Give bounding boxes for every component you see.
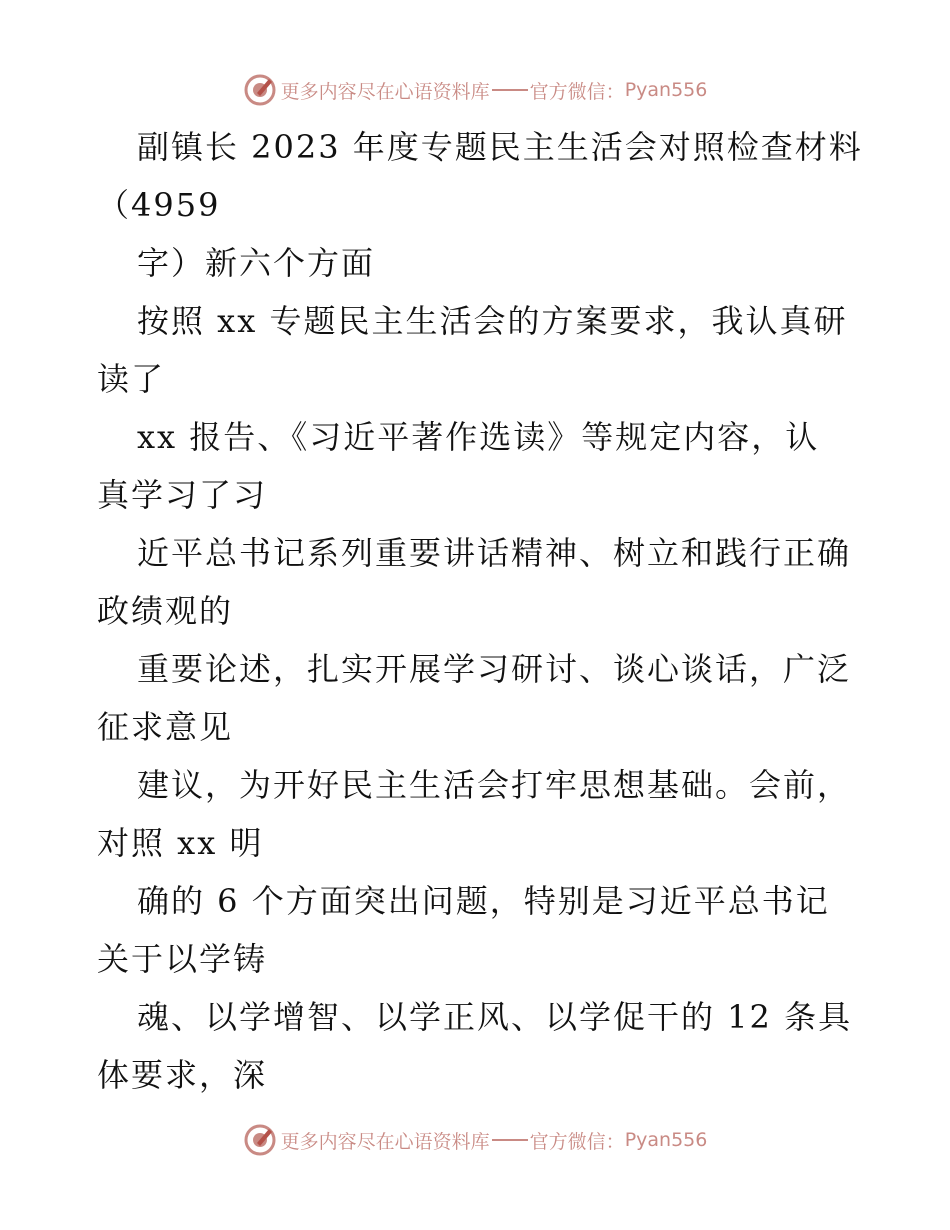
brand-logo-icon <box>243 73 277 107</box>
watermark-id: Pyan556 <box>624 1129 708 1151</box>
text-line: 确的 6 个方面突出问题，特别是习近平总书记 <box>137 882 830 920</box>
text-line: 副镇长 2023 年度专题民主生活会对照检查材料 <box>137 128 863 166</box>
watermark-label: 官方微信： <box>529 1130 625 1153</box>
text-line: 按照 xx 专题民主生活会的方案要求，我认真研 <box>137 302 848 340</box>
text-line: xx 报告、《习近平著作选读》等规定内容，认 <box>137 418 820 456</box>
text-line: 真学习了习 <box>97 476 268 514</box>
text-line: 建议，为开好民主生活会打牢思想基础。会前， <box>137 766 852 804</box>
watermark-dash <box>492 89 528 91</box>
watermark-id: Pyan556 <box>624 79 708 101</box>
text-line: 对照 xx 明 <box>97 824 264 862</box>
footer-watermark <box>0 1120 950 1160</box>
watermark-text: 更多内容尽在心语资料库 <box>280 80 490 103</box>
text-line: 近平总书记系列重要讲话精神、树立和践行正确 <box>137 534 852 572</box>
text-line: 政绩观的 <box>97 592 234 630</box>
text-line: （4959 <box>97 186 221 224</box>
text-line: 重要论述，扎实开展学习研讨、谈心谈话，广泛 <box>137 650 852 688</box>
text-line: 字）新六个方面 <box>137 244 376 282</box>
watermark-label: 官方微信： <box>529 80 625 103</box>
watermark-dash <box>492 1139 528 1141</box>
text-line: 关于以学铸 <box>97 940 268 978</box>
text-line: 魂、以学增智、以学正风、以学促干的 12 条具 <box>137 998 853 1036</box>
brand-logo-icon <box>243 1123 277 1157</box>
text-line: 读了 <box>97 360 166 398</box>
watermark-text: 更多内容尽在心语资料库 <box>280 1130 490 1153</box>
text-line: 体要求，深 <box>97 1056 268 1094</box>
document-body <box>97 118 863 1104</box>
header-watermark <box>0 70 950 110</box>
text-line: 征求意见 <box>97 708 234 746</box>
